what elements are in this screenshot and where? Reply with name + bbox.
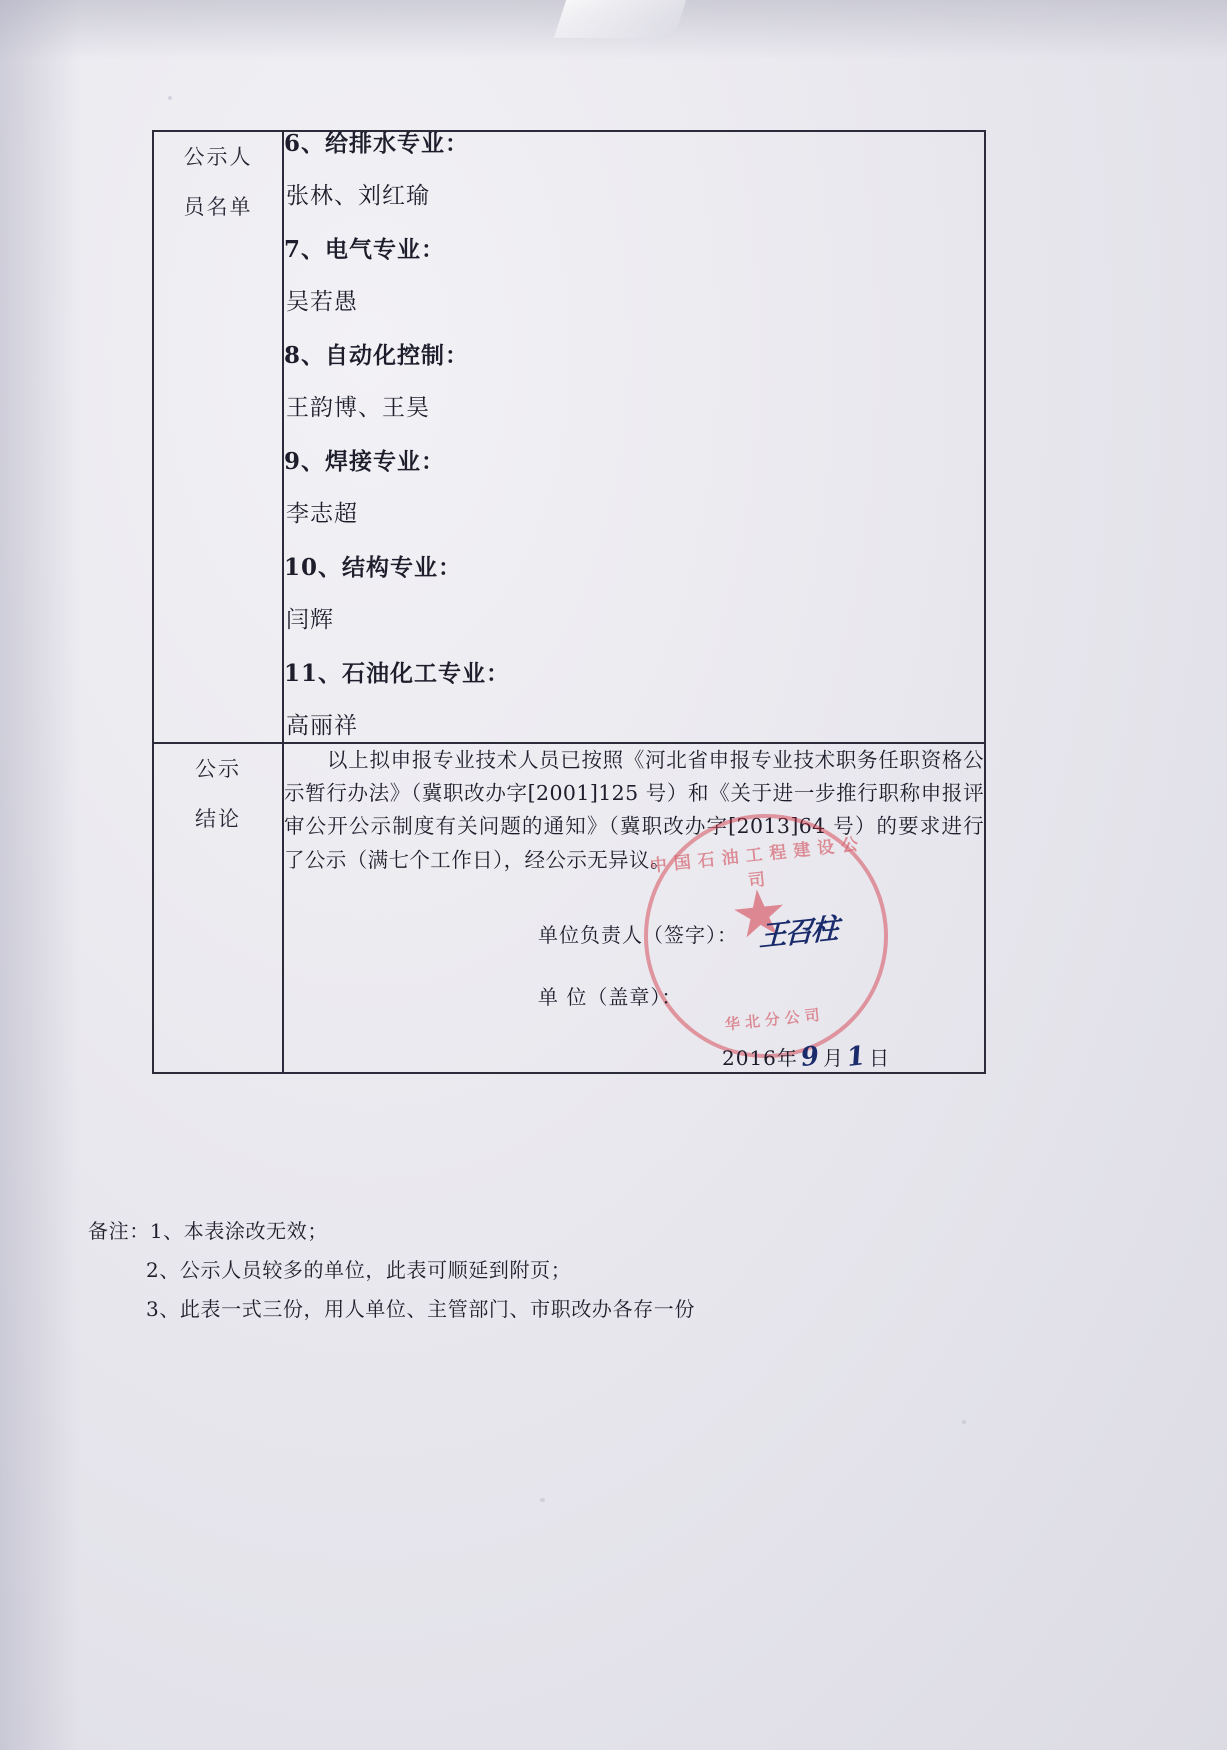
row-label-line: 公示 <box>195 757 241 781</box>
list-item: 9、焊接专业： <box>284 448 446 475</box>
date-month-unit: 月 <box>823 1045 844 1070</box>
list-item: 李志超 <box>286 501 358 527</box>
date-month: 9 <box>799 1040 822 1073</box>
conclusion-paragraph: 以上拟申报专业技术人员已按照《河北省申报专业技术职务任职资格公示暂行办法》（冀职改办字[2001]125 号）和《关于进一步推行职称申报评审公开公示制度有关问题的通知》（冀职改办字[2013]64 号）的要求进行了公示（满七个工作日），经公示无异议。 <box>284 748 984 872</box>
seal-label: 单 位（盖章）： <box>538 984 683 1009</box>
note-line <box>146 1290 988 1329</box>
list-item: 7、电气专业： <box>284 236 446 263</box>
signature-label: 单位负责人（签字）： <box>538 922 738 947</box>
list-item: 11、石油化工专业： <box>284 660 511 687</box>
list-item: 吴若愚 <box>286 289 358 315</box>
list-item: 10、结构专业： <box>284 554 463 581</box>
note-line <box>146 1251 988 1290</box>
personnel-list-cell <box>283 131 985 743</box>
seal-bottom-text: 华北分公司 <box>724 1005 826 1034</box>
list-item: 闫辉 <box>286 607 334 633</box>
scan-speck <box>962 1420 966 1424</box>
row-label-personnel-list <box>153 131 283 743</box>
list-item: 8、自动化控制： <box>284 342 470 369</box>
note-line <box>88 1212 988 1251</box>
table-row-names <box>153 131 985 743</box>
list-item: 张林、刘红瑜 <box>286 183 430 209</box>
page-fold <box>554 0 686 38</box>
seal-row <box>538 981 984 1010</box>
scan-speck <box>168 96 172 100</box>
date-year-unit: 年 <box>776 1045 798 1070</box>
date-year: 2016 <box>722 1045 777 1070</box>
signature-row <box>538 911 984 954</box>
row-label-line: 员名单 <box>183 195 253 220</box>
row-label-conclusion <box>153 743 283 1073</box>
row-label-line: 公示人 <box>183 145 253 169</box>
table-row-conclusion <box>153 743 985 1073</box>
note-item: 2、公示人员较多的单位，此表可顺延到附页； <box>146 1258 572 1282</box>
list-item: 王韵博、王昊 <box>286 395 430 421</box>
date-row <box>722 1042 984 1072</box>
footer-notes <box>88 1212 988 1329</box>
note-item: 1、本表涂改无效； <box>149 1219 328 1243</box>
list-item: 高丽祥 <box>286 713 358 739</box>
note-item: 3、此表一式三份，用人单位、主管部门、市职改办各存一份 <box>146 1297 695 1321</box>
date-day-unit: 日 <box>869 1045 891 1070</box>
row-label-line: 结论 <box>195 807 241 832</box>
notes-prefix: 备注： <box>88 1219 150 1243</box>
list-item: 6、给排水专业： <box>284 130 470 157</box>
seal-top-text: 中国石油工程建设公司 <box>649 834 866 892</box>
conclusion-cell <box>283 743 985 1073</box>
scan-shadow-left <box>0 0 80 1750</box>
date-day: 1 <box>845 1040 868 1073</box>
scan-speck <box>540 1498 545 1502</box>
public-notice-form-table <box>152 130 986 1074</box>
handwritten-signature: 王召柱 <box>758 911 838 954</box>
scan-shadow-top <box>0 0 1227 60</box>
